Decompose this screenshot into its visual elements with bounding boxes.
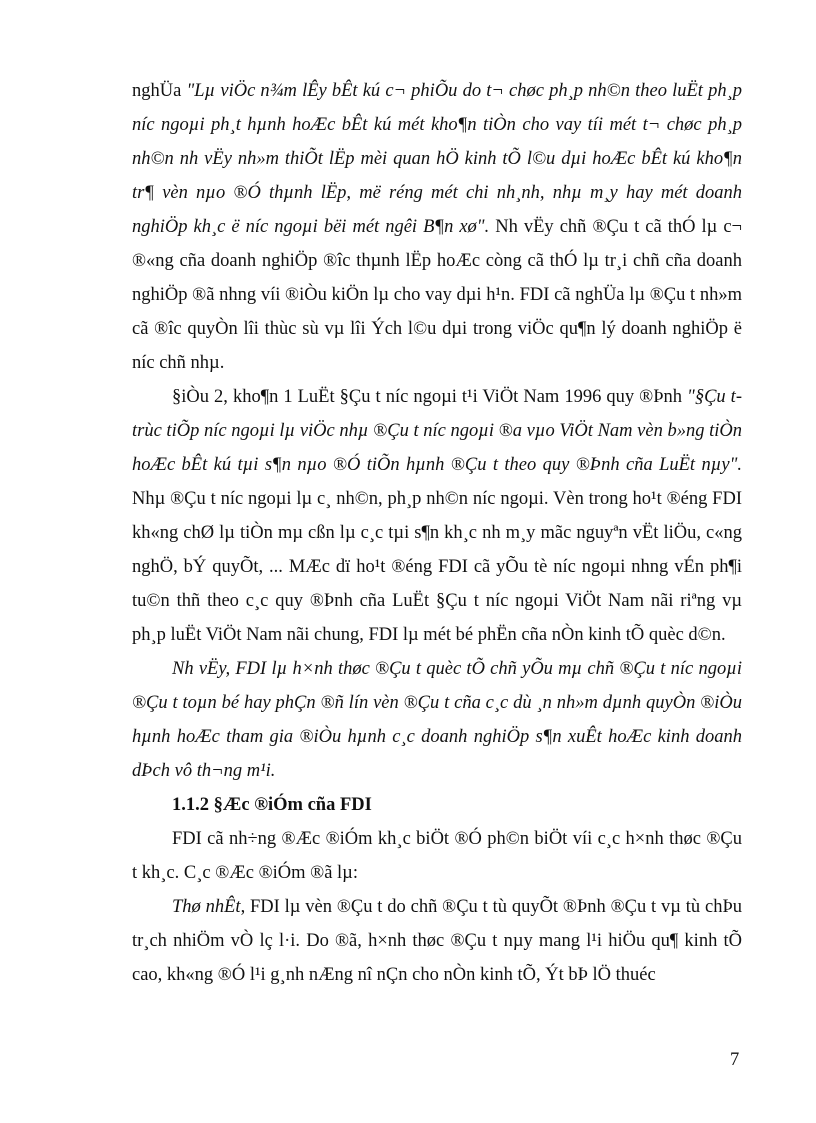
definition-quote: "Lµ viÖc n¾m lÊy bÊt kú c¬ phiÕu do t¬ chøc ph¸p nh©n theo luËt ph¸p níc ngoµi ph¸t hµnh hoÆc bÊt kú mét kho¶n tiÒn cho vay tíi mét t¬ chøc ph¸p nh©n nh vËy nh»m thiÕt lËp mèi quan hÖ kinh tÕ l©u dµi hoÆc bÊt kú kho¶n tr¶ vèn nµo ®Ó thµnh lËp, më réng mét chi nh¸nh, nhµ m¸y hay mét doanh nghiÖp kh¸c ë níc ngoµi bëi mét ngêi B¶n xø". (132, 81, 747, 237)
page-number: 7 (730, 1050, 740, 1070)
paragraph-text: Nhµ ®Çu t níc ngoµi lµ c¸ nh©n, ph¸p nh©n níc ngoµi. Vèn trong ho¹t ®éng FDI kh«ng chØ lµ tiÒn mµ cßn lµ c¸c tµi s¶n kh¸c nh m¸y mãc nguyªn vËt liÖu, c«ng nghÖ, bÝ quyÕt, ... MÆc dï ho¹t ®éng FDI cã yÕu tè níc ngoµi nhng vÉn ph¶i tu©n thñ theo c¸c quy ®Þnh cña LuËt §Çu t níc ngoµi ViÖt Nam nãi riªng vµ ph¸p luËt ViÖt Nam nãi chung, FDI lµ mét bé phËn cña nÒn kinh tÕ quèc d©n. (132, 455, 747, 645)
paragraph-first-characteristic (132, 890, 747, 992)
paragraph-text: , FDI lµ vèn ®Çu t do chñ ®Çu t tù quyÕt ®Þnh ®Çu t vµ tù chÞu tr¸ch nhiÖm vÒ lç l·i. Do ®ã, h×nh thøc ®Çu t nµy mang l¹i hiÖu qu¶ kinh tÕ cao, kh«ng ®Ó l¹i g¸nh nÆng nî nÇn cho nÒn kinh tÕ, Ýt bÞ lÖ thuéc (132, 897, 747, 985)
paragraph-characteristics-intro: FDI cã nh÷ng ®Æc ®iÓm kh¸c biÖt ®Ó ph©n biÖt víi c¸c h×nh thøc ®Çu t kh¸c. C¸c ®Æc ®iÓm ®ã lµ: (132, 829, 747, 883)
law-quote: "§Çu t trùc tiÕp níc ngoµi lµ viÖc nhµ ®Çu t níc ngoµi ®a vµo ViÖt Nam vèn b»ng tiÒn hoÆc bÊt kú tµi s¶n nµo ®Ó tiÕn hµnh ®Çu t theo quy ®Þnh cña LuËt nµy". (132, 387, 747, 475)
paragraph-fdi-summary: Nh vËy, FDI lµ h×nh thøc ®Çu t quèc tÕ chñ yÕu mµ chñ ®Çu t níc ngoµi ®Çu t toµn bé hay phÇn ®ñ lín vèn ®Çu t cña c¸c dù ¸n nh»m dµnh quyÒn ®iÒu hµnh hoÆc tham gia ®iÒu hµnh c¸c doanh nghiÖp s¶n xuÊt hoÆc kinh doanh dÞch vô th¬ng m¹i. (132, 659, 747, 781)
paragraph-text: Nh vËy chñ ®Çu t cã thÓ lµ c¬ ®«ng cña doanh nghiÖp ®îc thµnh lËp hoÆc còng cã thÓ lµ tr¸i chñ cña doanh nghiÖp ®ã nhng víi ®iÒu kiÖn lµ cho vay dµi h¹n. FDI cã nghÜa lµ ®Çu t nh»m cã ®îc quyÒn lîi thùc sù vµ lîi Ých l©u dµi trong viÖc qu¶n lý doanh nghiÖp ë níc chñ nhµ. (132, 217, 747, 373)
section-heading: 1.1.2 §Æc ®iÓm cña FDI (172, 795, 372, 815)
paragraph-lead-text: §iÒu 2, kho¶n 1 LuËt §Çu t níc ngoµi t¹i ViÖt Nam 1996 quy ®Þnh (172, 387, 688, 407)
ordinal-label: Thø nhÊt (172, 897, 241, 917)
paragraph-definition-continued (132, 74, 747, 380)
paragraph-lead-text: nghÜa (132, 81, 187, 101)
paragraph-investment-law (132, 380, 747, 652)
document-body (132, 74, 747, 992)
